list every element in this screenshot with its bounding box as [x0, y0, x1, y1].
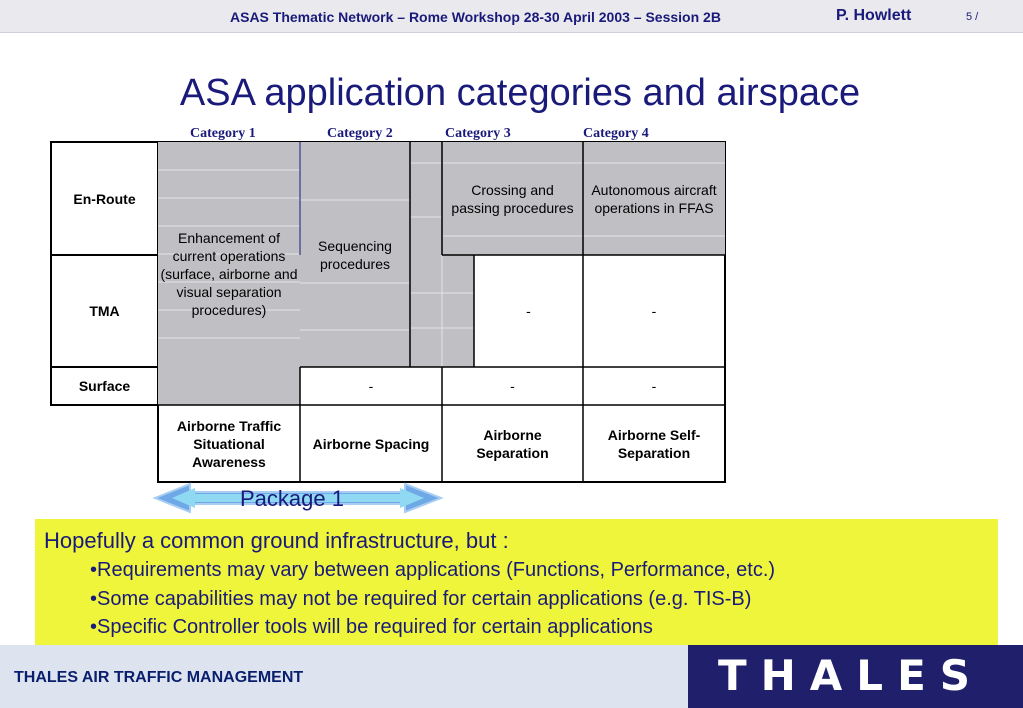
thales-logo [688, 645, 1023, 708]
cell-category-1: Enhancement of current operations (surface, airborne and visual separation procedures) [160, 229, 298, 318]
cell-category-4-en-route: Autonomous aircraft operations in FFAS [591, 181, 717, 216]
row-label-surface: Surface [78, 378, 131, 394]
cell-category-2: Sequencing procedures [318, 237, 392, 272]
label-airborne-traffic-situational-awareness: Airborne Traffic Situational Awareness [176, 417, 282, 470]
label-airborne-self-separation: Airborne Self-Separation [607, 426, 701, 461]
cell-category-3-surface: - [510, 378, 515, 394]
label-airborne-spacing: Airborne Spacing [312, 435, 430, 452]
cell-category-4-surface: - [651, 378, 657, 394]
note-bullet-1: •Requirements may vary between applications (Functions, Performance, etc.) [90, 559, 776, 581]
note-bullet-3: •Specific Controller tools will be required for certain applications [90, 616, 653, 638]
category-2-label: Category 2 [327, 126, 393, 141]
logo-text: THALES [718, 651, 985, 700]
footer-bar [0, 645, 1023, 708]
cell-category-3-tma: - [526, 303, 531, 319]
category-4-label: Category 4 [583, 126, 649, 141]
label-airborne-separation: Airborne Separation [476, 426, 549, 461]
footer-left-panel [0, 645, 688, 708]
package-label: Package 1 [240, 486, 344, 511]
cell-category-2-surface: - [368, 378, 374, 394]
cell-category-4-tma: - [651, 303, 657, 319]
row-label-en-route: En-Route [73, 190, 136, 207]
cell-category-3-en-route: Crossing and passing procedures [451, 181, 574, 216]
category-3-label: Category 3 [445, 126, 511, 141]
category-1-label: Category 1 [190, 126, 256, 141]
note-bullet-2: •Some capabilities may not be required for certain applications (e.g. TIS-B) [90, 588, 752, 610]
slide-title: ASA application categories and airspace [179, 72, 861, 114]
slide-number: 5 / [966, 11, 979, 23]
footer-company: THALES AIR TRAFFIC MANAGEMENT [14, 669, 304, 686]
note-intro: Hopefully a common ground infrastructure, but : [44, 528, 509, 553]
header-author: P. Howlett [836, 7, 912, 24]
header-title: ASAS Thematic Network – Rome Workshop 28-30 April 2003 – Session 2B [230, 9, 721, 25]
row-label-tma: TMA [89, 303, 120, 319]
